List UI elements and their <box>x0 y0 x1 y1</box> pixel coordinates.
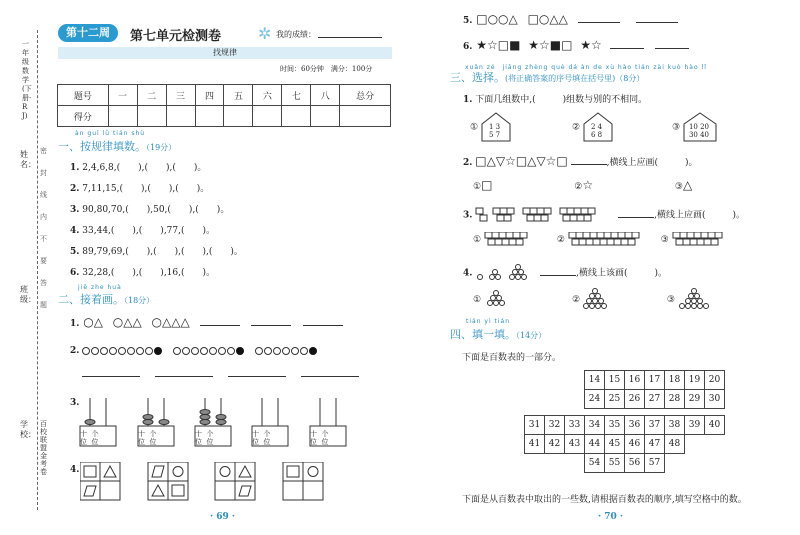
circles-dot-icon <box>82 346 162 356</box>
shape-grid <box>283 462 323 500</box>
q-text: 7,11,15,( ),( ),( )。 <box>82 184 210 194</box>
answer-line[interactable] <box>228 376 286 377</box>
table-cell: 29 <box>685 390 705 409</box>
table-cell: 38 <box>665 416 685 435</box>
table-cell: 18 <box>665 371 685 390</box>
answer-line[interactable] <box>636 22 678 23</box>
q-num: 3. <box>70 205 80 215</box>
score-cell[interactable] <box>195 106 224 127</box>
score-header-cell: 五 <box>224 85 253 106</box>
star-icon: ✲ <box>258 24 272 43</box>
square-circles-triangle-icon: □○○△ <box>476 12 518 26</box>
house-nums-bottom: 6 8 <box>590 131 603 139</box>
house-nums-top: 10 20 <box>688 123 709 131</box>
option-cubes[interactable]: ② <box>557 235 644 245</box>
answer-line[interactable] <box>82 376 140 377</box>
q2-row-2 <box>70 346 317 356</box>
cubes-icon <box>484 232 544 246</box>
answer-line[interactable] <box>578 22 620 23</box>
sec3-title: 三、选择。 <box>450 71 505 84</box>
circle-triangles-icon: ○△△△ <box>151 315 190 329</box>
score-table <box>57 84 391 127</box>
score-header-cell: 总分 <box>340 85 391 106</box>
table-cell: 14 <box>585 371 605 390</box>
option-cubes[interactable]: ① <box>473 235 544 245</box>
house-nums-top: 1 3 <box>488 123 501 131</box>
q-text: ,横线上应画( )。 <box>606 158 698 168</box>
shape-grids <box>80 462 390 505</box>
table-cell: 19 <box>685 371 705 390</box>
sec2-title: 二、接着画。 <box>58 293 124 306</box>
q-num: 1. <box>70 319 80 329</box>
score-row-label: 得分 <box>58 106 109 127</box>
table-cell: 34 <box>585 416 605 435</box>
house-icon <box>481 112 511 142</box>
circle-triangles-icon: ○△△ <box>112 315 142 329</box>
table-cell: 47 <box>645 435 665 454</box>
score-label: 我的成绩： <box>276 30 316 39</box>
table-cell: 25 <box>605 390 625 409</box>
abacus-label: 十 个 位 位 <box>195 430 214 446</box>
star-icon: ★☆ <box>580 38 602 52</box>
q-num: 2. <box>70 184 80 194</box>
r4-text <box>463 264 667 282</box>
sec1-title: 一、按规律填数。 <box>58 140 146 153</box>
page-title: 第七单元检测卷 <box>130 29 222 44</box>
table-cell: 37 <box>645 416 665 435</box>
r2-text <box>463 154 698 168</box>
score-cell[interactable] <box>224 106 253 127</box>
hundred-table <box>524 370 725 473</box>
option-pyramid[interactable]: ① <box>473 295 511 305</box>
sec3-desc: (将正确答案的序号填在括号里) <box>505 74 616 83</box>
q-num: 5. <box>70 247 80 257</box>
r1-text <box>463 92 647 105</box>
option-pyramid[interactable]: ② <box>572 295 610 305</box>
table-cell: 56 <box>625 454 645 473</box>
house-option[interactable] <box>672 112 717 142</box>
score-header-cell: 六 <box>253 85 282 106</box>
table-cell: 36 <box>625 416 645 435</box>
abacus-label: 十 个 位 位 <box>80 430 99 446</box>
q1-item <box>70 223 215 236</box>
house-nums-top: 2 4 <box>590 123 603 131</box>
sidebar-name-label: 姓名： <box>20 150 36 169</box>
q-num: 6. <box>463 42 473 52</box>
r-q5 <box>463 12 678 26</box>
table-row <box>525 371 725 390</box>
q-num: 2. <box>463 158 473 168</box>
q-text: 32,28,( ),( ),16,( )。 <box>82 268 216 278</box>
score-header-cell: 八 <box>311 85 340 106</box>
option-key: ① <box>470 122 479 133</box>
answer-line[interactable] <box>301 376 359 377</box>
score-header-cell: 题号 <box>58 85 109 106</box>
table-cell: 54 <box>585 454 605 473</box>
sidebar-series: 一年级数学(下册·RJ) <box>22 40 32 120</box>
table-row <box>525 454 725 473</box>
score-row <box>58 106 391 127</box>
sidebar-school-name: 百校联盟金考卷 <box>40 420 47 476</box>
table-cell: 57 <box>645 454 665 473</box>
house-option[interactable] <box>572 112 613 142</box>
sec1-heading <box>58 138 176 154</box>
table-cell: 28 <box>665 390 685 409</box>
house-nums-bottom: 30 40 <box>688 131 709 139</box>
house-icon <box>583 112 613 142</box>
q1-item <box>70 181 209 194</box>
house-option[interactable] <box>470 112 511 142</box>
sidebar-cut-text: 密 封 线 内 不 要 答 题 <box>40 147 47 309</box>
q-num: 4. <box>70 226 80 236</box>
q-text: 90,80,70,( ),50,( ),( )。 <box>82 205 230 215</box>
sidebar-school-label: 学校： <box>20 420 36 439</box>
table-cell: 42 <box>545 435 565 454</box>
binding-line <box>37 30 38 510</box>
star-square-icon: ★☆■□ <box>528 38 573 52</box>
sec2-heading <box>58 291 154 307</box>
circle-triangle-icon: ○△ <box>83 315 103 329</box>
house-nums-bottom: 5 7 <box>488 131 501 139</box>
q-num: 5. <box>463 16 473 26</box>
sec3-points: （8分） <box>615 74 645 83</box>
abacus-label: 十 个 位 位 <box>138 430 157 446</box>
q2-num-4 <box>70 465 79 475</box>
time-info: 时间：60分钟 满分：100分 <box>280 65 373 73</box>
square-circle-triangles-icon: □○△△ <box>527 12 568 26</box>
page-number-left: · 69 · <box>210 512 236 522</box>
q-text: 89,79,69,( ),( ),( ),( )。 <box>82 247 243 257</box>
option-pyramid[interactable]: ③ <box>667 295 713 305</box>
sec1-points: （19分） <box>146 143 177 152</box>
table-cell: 26 <box>625 390 645 409</box>
table-row <box>525 416 725 435</box>
shape-sequence-icon: □△▽☆□△▽☆□ <box>475 154 568 168</box>
score-header-cell: 一 <box>108 85 137 106</box>
r3-text <box>463 207 745 223</box>
cubes-icon <box>568 232 644 246</box>
abacus-labels <box>80 430 350 446</box>
answer-line[interactable] <box>610 48 644 49</box>
answer-line[interactable] <box>655 48 689 49</box>
q-num: 6. <box>70 268 80 278</box>
subtitle-bar: 找规律 <box>58 47 392 59</box>
table-cell: 46 <box>625 435 645 454</box>
table-cell: 41 <box>525 435 545 454</box>
table-cell: 31 <box>525 416 545 435</box>
score-header-cell: 七 <box>282 85 311 106</box>
table-cell: 40 <box>705 416 725 435</box>
shape-grid <box>148 462 188 500</box>
q-num: 4. <box>70 465 80 475</box>
shape-grid <box>80 462 120 500</box>
option-square[interactable]: ①□ <box>473 178 493 192</box>
pyramid-icon <box>580 288 610 310</box>
r2-options <box>473 178 692 192</box>
shape-grid-drawing <box>80 462 390 502</box>
answer-line[interactable] <box>303 325 343 326</box>
score-cell[interactable] <box>311 106 340 127</box>
table-cell: 27 <box>645 390 665 409</box>
pyramid-icon <box>481 290 511 308</box>
answer-line[interactable] <box>155 376 213 377</box>
sec4-heading <box>450 326 546 342</box>
answer-line[interactable] <box>540 275 576 276</box>
q-text: 下面几组数中,( )组数与别的不相同。 <box>475 95 648 105</box>
pyramid-icon <box>675 288 713 310</box>
sidebar-class-label: 班级： <box>20 285 36 304</box>
cube-stack-sequence <box>475 207 615 223</box>
cubes-icon <box>672 232 732 246</box>
sec1-pinyin: àn guī lǜ tián shù <box>75 130 146 137</box>
option-star[interactable]: ②☆ <box>574 178 594 192</box>
q1-item <box>70 265 215 278</box>
shape-grid <box>215 462 255 500</box>
ball-pyramid-sequence <box>475 264 537 282</box>
sec4-title: 四、填一填。 <box>450 328 516 341</box>
circles-dot-icon <box>255 346 317 356</box>
star-square-icon: ★☆□■ <box>476 38 521 52</box>
option-key: ② <box>572 122 581 133</box>
score-line <box>318 37 382 38</box>
q-num: 3. <box>463 210 473 221</box>
answer-line[interactable] <box>571 164 607 165</box>
score-header-cell: 三 <box>166 85 195 106</box>
answer-line[interactable] <box>618 217 654 218</box>
table-cell: 44 <box>585 435 605 454</box>
table-cell: 20 <box>705 371 725 390</box>
sec4-points: （14分） <box>516 331 547 340</box>
table-cell: 15 <box>605 371 625 390</box>
table-cell: 32 <box>545 416 565 435</box>
score-cell[interactable] <box>282 106 311 127</box>
abacus-label: 十 个 位 位 <box>252 430 271 446</box>
circles-dot-icon <box>173 346 244 356</box>
table-cell: 35 <box>605 416 625 435</box>
sec3-pinyin: xuǎn zé jiāng zhèng què dá àn de xù hào tián zài kuò hào lǐ <box>465 64 707 71</box>
q-text: ,横线上该画( )。 <box>576 268 668 279</box>
sec3-heading <box>450 69 644 85</box>
option-triangle[interactable]: ③△ <box>674 178 693 192</box>
score-cell[interactable] <box>108 106 137 127</box>
score-cell[interactable] <box>340 106 391 127</box>
score-cell[interactable] <box>253 106 282 127</box>
table-cell: 24 <box>585 390 605 409</box>
r-q6 <box>463 38 689 52</box>
table-cell: 17 <box>645 371 665 390</box>
table-cell: 30 <box>705 390 725 409</box>
score-header-cell: 二 <box>137 85 166 106</box>
table-row <box>525 435 725 454</box>
q-text: 33,44,( ),( ),77,( )。 <box>82 226 216 236</box>
option-key: ③ <box>672 122 681 133</box>
table-cell: 45 <box>605 435 625 454</box>
house-icon <box>683 112 717 142</box>
table-cell: 39 <box>685 416 705 435</box>
q-text: ,横线上应画( )。 <box>654 210 746 221</box>
r4-options <box>473 288 713 310</box>
q-num: 1. <box>70 163 80 173</box>
q-num: 3. <box>70 398 80 408</box>
q1-item <box>70 244 243 257</box>
sec4-pinyin: tián yì tián <box>466 318 511 325</box>
sec4-footer: 下面是从百数表中取出的一些数,请根据百数表的顺序,填写空格中的数。 <box>462 495 747 505</box>
q2-row-1 <box>70 315 343 329</box>
abacus-label: 十 个 位 位 <box>310 430 329 446</box>
q-num: 1. <box>463 95 473 105</box>
page-number-right: · 70 · <box>598 512 624 522</box>
table-cell: 43 <box>565 435 585 454</box>
option-cubes[interactable]: ③ <box>661 235 732 245</box>
score-header-row <box>58 85 391 106</box>
answer-line[interactable] <box>200 325 240 326</box>
sec2-pinyin: jiē zhe huà <box>78 284 122 291</box>
table-row <box>525 390 725 409</box>
q-text: 2,4,6,8,( ),( ),( )。 <box>82 163 207 173</box>
table-row <box>525 409 725 416</box>
sec2-points: （18分） <box>124 296 155 305</box>
q2-lines <box>82 370 359 380</box>
table-cell: 55 <box>605 454 625 473</box>
table-cell: 33 <box>565 416 585 435</box>
sec4-desc: 下面是百数表的一部分。 <box>462 353 562 363</box>
table-cell: 16 <box>625 371 645 390</box>
answer-line[interactable] <box>251 325 291 326</box>
table-cell: 48 <box>665 435 685 454</box>
week-badge: 第十二周 <box>58 24 118 42</box>
q1-item <box>70 160 206 173</box>
hundred-chart <box>524 370 725 473</box>
score-header-cell: 四 <box>195 85 224 106</box>
q-num: 4. <box>463 268 473 279</box>
score-cell[interactable] <box>137 106 166 127</box>
q1-item <box>70 202 229 215</box>
score-cell[interactable] <box>166 106 195 127</box>
q-num: 2. <box>70 346 80 356</box>
r3-options <box>473 232 732 246</box>
